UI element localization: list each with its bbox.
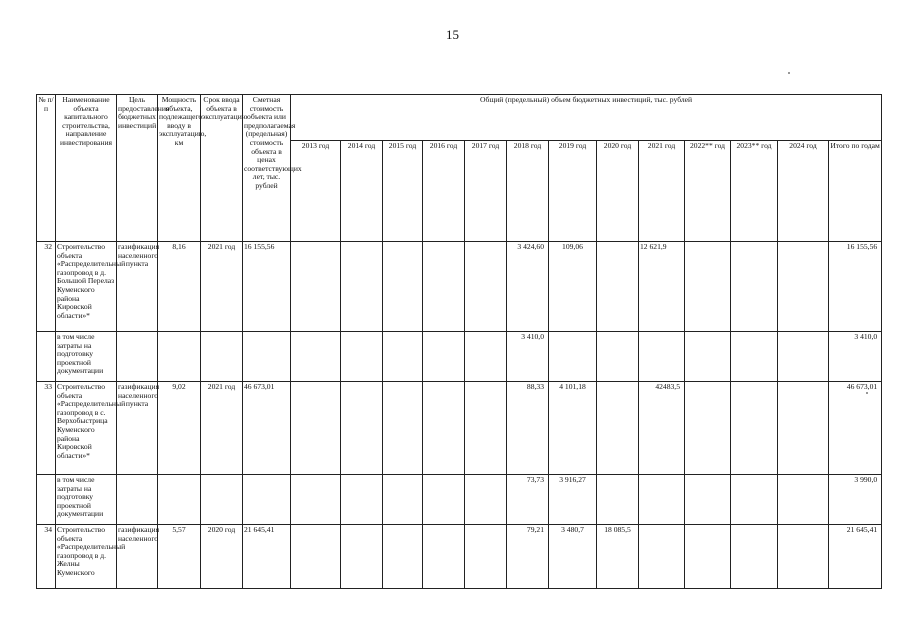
row-term: 2021 год [201, 382, 243, 475]
row-goal: газификация населенного пункта [117, 382, 158, 475]
row-value [465, 525, 507, 589]
row-value [465, 475, 507, 525]
row-value: 12 621,9 [639, 242, 685, 332]
row-value [423, 382, 465, 475]
header-year: 2023** год [731, 141, 778, 242]
row-value [685, 382, 731, 475]
row-cost: 46 673,01 [243, 382, 291, 475]
header-year: 2014 год [341, 141, 383, 242]
row-value: 88,33 [507, 382, 549, 475]
row-name: Строительство объекта «Распределительный газопровод в с. Верхобыстрица Куменского района Кировской области»* [56, 382, 117, 475]
row-value: 3 916,27 [549, 475, 597, 525]
row-term: 2020 год [201, 525, 243, 589]
table-row [37, 332, 882, 382]
row-value: 109,06 [549, 242, 597, 332]
row-cost: 21 645,41 [243, 525, 291, 589]
header-name: Наименование объекта капитального строительства, направление инвестирования [56, 95, 117, 242]
row-name: Строительство объекта «Распределительный газопровод в д. Большой Перелаз Куменского района Кировской области»* [56, 242, 117, 332]
row-goal: газификация населенного [117, 525, 158, 589]
header-year: 2017 год [465, 141, 507, 242]
row-value [341, 475, 383, 525]
row-value [383, 382, 423, 475]
row-value [291, 332, 341, 382]
header-year: 2020 год [597, 141, 639, 242]
table-row [37, 382, 882, 475]
row-term: 2021 год [201, 242, 243, 332]
row-value [465, 242, 507, 332]
row-value [597, 242, 639, 332]
row-name: в том числе затраты на подготовку проектной документации [56, 475, 117, 525]
row-value: 73,73 [507, 475, 549, 525]
header-year: 2021 год [639, 141, 685, 242]
header-total-group: Общий (предельный) объем бюджетных инвестиций, тыс. рублей [291, 95, 882, 141]
header-year: 2022** год [685, 141, 731, 242]
row-value [423, 525, 465, 589]
row-value [778, 475, 829, 525]
scan-speck [788, 72, 790, 74]
header-num: № п/п [37, 95, 56, 242]
row-value [731, 382, 778, 475]
row-value: 3 410,0 [507, 332, 549, 382]
page-number: 15 [446, 27, 459, 42]
row-value [465, 332, 507, 382]
row-goal: газификация населенного пункта [117, 242, 158, 332]
row-total: 21 645,41 [829, 525, 882, 589]
row-cost: 16 155,56 [243, 242, 291, 332]
row-value: 4 101,18 [549, 382, 597, 475]
row-num: 34 [37, 525, 56, 589]
row-value: 3 424,60 [507, 242, 549, 332]
header-capacity: Мощность объекта, подлежащего вводу в эксплуатацию, км [158, 95, 201, 242]
row-value [291, 475, 341, 525]
row-value [341, 332, 383, 382]
row-value [685, 242, 731, 332]
row-value [291, 382, 341, 475]
header-year: 2016 год [423, 141, 465, 242]
row-value [341, 242, 383, 332]
header-year: 2019 год [549, 141, 597, 242]
row-total: 46 673,01 [829, 382, 882, 475]
row-value: 79,21 [507, 525, 549, 589]
row-total: 16 155,56 [829, 242, 882, 332]
row-total: 3 990,0 [829, 475, 882, 525]
header-term: Срок ввода объекта в эксплуатацию [201, 95, 243, 242]
row-value [383, 242, 423, 332]
row-value [685, 475, 731, 525]
row-total: 3 410,0 [829, 332, 882, 382]
row-value [383, 525, 423, 589]
row-value [465, 382, 507, 475]
row-value [597, 332, 639, 382]
row-value [778, 525, 829, 589]
header-year: 2024 год [778, 141, 829, 242]
row-value: 18 085,5 [597, 525, 639, 589]
row-value [639, 475, 685, 525]
row-value [778, 242, 829, 332]
row-capacity: 9,02 [158, 382, 201, 475]
row-value [639, 332, 685, 382]
row-value [383, 332, 423, 382]
row-value [341, 382, 383, 475]
investment-table [36, 94, 882, 589]
row-value [778, 382, 829, 475]
row-value [685, 525, 731, 589]
row-value [731, 475, 778, 525]
row-num: 32 [37, 242, 56, 332]
row-num [37, 475, 56, 525]
table-row [37, 242, 882, 332]
row-cost [243, 332, 291, 382]
row-value [639, 525, 685, 589]
row-value: 42483,5 [639, 382, 685, 475]
row-capacity: 5,57 [158, 525, 201, 589]
row-term [201, 332, 243, 382]
row-value [731, 332, 778, 382]
header-year-total: Итого по годам [829, 141, 882, 242]
row-value [341, 525, 383, 589]
header-year: 2013 год [291, 141, 341, 242]
row-value [423, 332, 465, 382]
row-goal [117, 332, 158, 382]
row-capacity [158, 475, 201, 525]
row-value [597, 382, 639, 475]
row-term [201, 475, 243, 525]
header-goal: Цель предоставления бюджетных инвестиций [117, 95, 158, 242]
header-year: 2015 год [383, 141, 423, 242]
row-value [291, 525, 341, 589]
row-value [778, 332, 829, 382]
row-value [731, 525, 778, 589]
row-value [549, 332, 597, 382]
row-name: Строительство объекта «Распределительный газопровод в д. Желны Куменского [56, 525, 117, 589]
row-goal [117, 475, 158, 525]
header-year: 2018 год [507, 141, 549, 242]
row-capacity [158, 332, 201, 382]
row-value [423, 242, 465, 332]
row-value: 3 480,7 [549, 525, 597, 589]
table-row [37, 525, 882, 589]
row-num: 33 [37, 382, 56, 475]
row-capacity: 8,16 [158, 242, 201, 332]
row-value [685, 332, 731, 382]
header-cost: Сметная стоимость объекта или предполагаемая (предельная) стоимость объекта в ценах соответствующих лет, тыс. рублей [243, 95, 291, 242]
row-num [37, 332, 56, 382]
row-value [597, 475, 639, 525]
row-cost [243, 475, 291, 525]
row-name: в том числе затраты на подготовку проектной документации [56, 332, 117, 382]
row-value [383, 475, 423, 525]
row-value [731, 242, 778, 332]
row-value [291, 242, 341, 332]
table-row [37, 475, 882, 525]
row-value [423, 475, 465, 525]
